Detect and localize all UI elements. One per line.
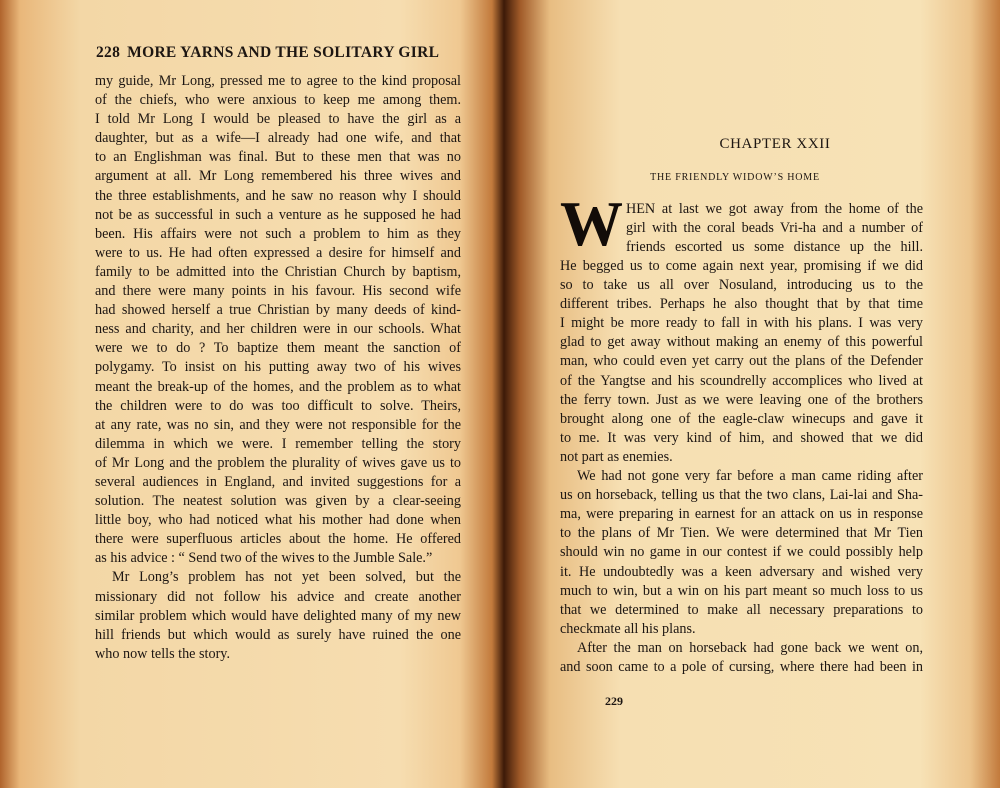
text-line: meant the break-up of the homes, and the problem as to what [95, 378, 461, 395]
text-line: that we determined to make all necessary preparations to [560, 601, 923, 618]
text-line: He begged us to come again next year, promising if we did [560, 258, 923, 274]
text-line: much to win, but a win on his part meant so much loss to us [560, 582, 923, 599]
text-line: as his advice : “ Send two of the wives to the Jumble Sale.” [95, 550, 433, 567]
text-line: and soon came to a pole of cursing, where there had been in [560, 658, 923, 675]
text-line: ness and charity, and her children were in our schools. What [95, 321, 461, 338]
text-line: several audiences in England, and invited suggestions for a [95, 473, 461, 490]
text-line: so to take us all over Nosuland, introducing us to the [560, 277, 923, 294]
text-line: had showed herself a true Christian by many deeds of kind- [95, 302, 461, 319]
text-line: similar problem which would have delighted many of my new [95, 607, 461, 624]
text-line: and there were many points in his favour. His second wife [95, 283, 461, 300]
text-line: argument at all. Mr Long remembered his three wives and [95, 168, 461, 185]
text-line: to an Englishman was final. But to these men that was no [95, 149, 461, 166]
text-line: HEN at last we got away from the home of the [626, 201, 923, 217]
text-line: not be as successful in such a venture as he supposed he had [95, 206, 461, 223]
text-line: of the Yangtse and his scoundrelly accomplices who lived at [560, 372, 923, 389]
text-line: We had not gone very far before a man came riding after [577, 468, 923, 485]
text-line: man, who could even yet carry out the plans of the Defender [560, 353, 923, 370]
text-line: After the man on horseback had gone back we went on, [577, 639, 923, 656]
text-line: I told Mr Long I would be pleased to have the girl as a [95, 111, 461, 128]
text-line: polygamy. To insist on his putting away two of his wives [95, 359, 461, 376]
text-line: us on horseback, telling us that the two clans, Lai-lai and Sha- [560, 487, 923, 504]
text-line: at any rate, was no sin, and they were not responsible for the [95, 416, 461, 433]
text-line: were we to do ? To baptize them meant the sanction of [95, 340, 461, 357]
text-line: daughter, but as a wife—I already had one wife, and that [95, 130, 461, 147]
text-line: it. He undoubtedly was a keen adversary and wished very [560, 563, 923, 580]
text-line: girl with the coral beads Vri-ha and a number of [626, 220, 923, 237]
text-line: brought along one of the eagle-claw winecups and gave it [560, 410, 923, 427]
text-line: to the plans of Mr Tien. We were determined that Mr Tien [560, 525, 923, 542]
text-line: should win no game in our contest if we could possibly help [560, 544, 923, 561]
text-line: friends escorted us some distance up the hill. [626, 239, 923, 256]
page-number-left: 228 [96, 44, 121, 61]
text-line: not part as enemies. [560, 448, 673, 465]
opening-lines [626, 200, 923, 257]
text-line: of Mr Long and the problem the plurality of wives gave us to [95, 454, 461, 471]
text-line: been. His affairs were not such a problem to him as they [95, 225, 461, 242]
text-line: checkmate all his plans. [560, 620, 696, 637]
text-line: of the chiefs, who were anxious to keep me among them. [95, 92, 461, 109]
right-page [505, 0, 1000, 788]
text-line: were to us. He had often expressed a desire for himself and [95, 244, 461, 261]
running-head-title: MORE YARNS AND THE SOLITARY GIRL [127, 44, 440, 61]
text-line: different tribes. Perhaps he also thought that by that time [560, 296, 923, 313]
text-line: I might be more ready to fall in with his plans. I was very [560, 315, 923, 332]
right-page-text [560, 257, 923, 677]
left-page-text [95, 72, 461, 664]
text-line: the three establishments, and he saw no reason why I should [95, 187, 461, 204]
text-line: missionary did not follow his advice and create another [95, 588, 461, 605]
text-line: who now tells the story. [95, 645, 231, 662]
text-line: family to be admitted into the Christian Church by baptism, [95, 263, 461, 280]
drop-cap: W [560, 189, 623, 259]
text-line: to me. It was very kind of him, and showed that we did [560, 429, 923, 446]
text-line: ma, were preparing in earnest for an attack on us in response [560, 506, 923, 523]
text-line: solution. The neatest solution was given by a clear-seeing [95, 493, 461, 510]
chapter-title: CHAPTER XXII [719, 136, 831, 152]
text-line: Mr Long’s problem has not yet been solved, but the [112, 569, 461, 586]
text-line: my guide, Mr Long, pressed me to agree to the kind proposal [95, 73, 461, 89]
text-line: little boy, who had noticed what his mother had done when [95, 512, 461, 529]
text-line: dilemma in which we were. I remember telling the story [95, 435, 461, 452]
text-line: hill friends but which would as surely have ruined the one [95, 626, 461, 643]
page-number-right: 229 [605, 694, 623, 708]
running-head [96, 44, 468, 62]
text-line: glad to get away without making an enemy of this powerful [560, 334, 923, 351]
text-line: the children were to do was too difficult to solve. Theirs, [95, 397, 461, 414]
text-line: the ferry town. Just as we were leaving one of the brothers [560, 391, 923, 408]
chapter-subtitle: THE FRIENDLY WIDOW’S HOME [650, 172, 820, 183]
text-line: there were superfluous articles about the home. He offered [95, 531, 461, 548]
